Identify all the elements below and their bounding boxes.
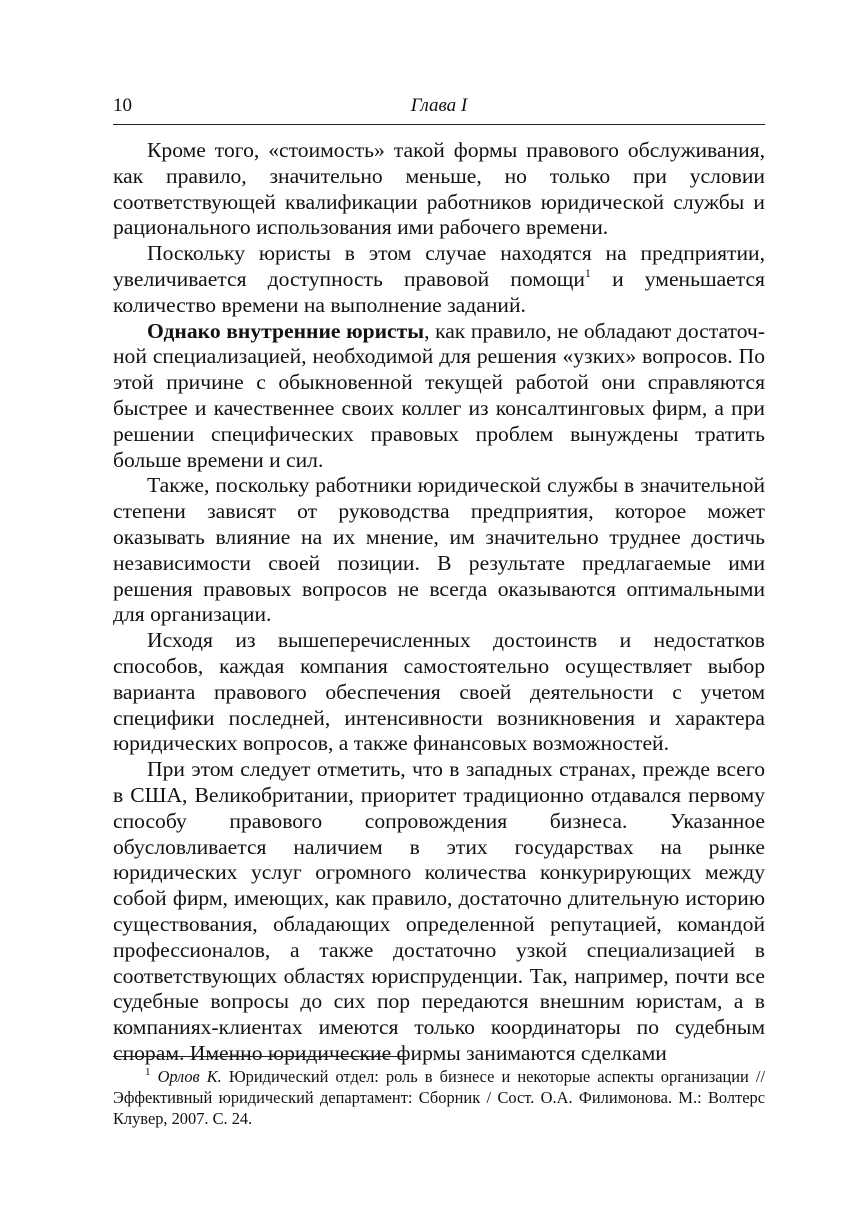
paragraph-3-bold-lead: Однако внутренние юристы (147, 318, 425, 343)
paragraph-6: При этом следует отметить, что в западных странах, прежде всего в США, Великобритании, приоритет традиционно отдавался первому способу правового сопровождения бизнеса. Указанное обусловливается наличием в этих государствах на рынке юридических услуг огромного количества конкурирующих между собой фирм, имеющих, как правило, достаточно длительную историю существования, обладающих определенной репутацией, командой профессионалов, а также достаточно узкой специализацией в соответствующих областях юриспруденции. Так, например, почти все судебные вопросы до сих пор передаются внешним юристам, а в компаниях-клиентах имеются только координаторы по судебным спорам. Именно юридические фирмы занимаются сделками (113, 757, 765, 1065)
paragraph-2 (113, 241, 765, 318)
footnote-text: Юридический отдел: роль в бизнесе и некоторые аспекты организации // Эффективный юридический департамент: Сборник / Сост. О.А. Филимонова. М.: Волтерс Клувер, 2007. С. 24. (113, 1067, 765, 1128)
footnote-marker: 1 (145, 1066, 151, 1078)
page-number: 10 (113, 95, 132, 116)
paragraph-1: Кроме того, «стоимость» такой формы правового обслуживания, как правило, значительно меньше, но только при условии соответствующей квалификации работников юридической службы и рационального использования ими рабочего времени. (113, 138, 765, 240)
chapter-title: Глава I (410, 95, 468, 116)
paragraph-3-text: , как правило, не обладают достаточной специализацией, необходимой для решения «узких» вопросов. По этой причине с обыкновенной текущей работой они справляются быстрее и качественнее своих коллег из консалтинговых фирм, а при решении специфических правовых проблем вынуждены тратить больше времени и сил. (113, 318, 765, 472)
paragraph-4: Также, поскольку работники юридической службы в значительной степени зависят от руководства предприятия, которое может оказывать влияние на их мнение, им значительно труднее достичь независимости своей позиции. В результате предлагаемые ими решения правовых вопросов не всегда оказываются оптимальными для организации. (113, 473, 765, 627)
paragraph-2-text-end: и уменьшается количество времени на выполнение заданий. (113, 266, 765, 317)
footnote-author: Орлов К. (157, 1067, 222, 1086)
footnote-reference: 1 (584, 265, 591, 280)
paragraph-2-text: Поскольку юристы в этом случае находятся на предприятии, увеличивается доступность правовой помощи (113, 241, 765, 291)
paragraph-5: Исходя из вышеперечисленных достоинств и недостатков способов, каждая компания самостоятельно осуществляет выбор варианта правового обеспечения своей деятельности с учетом специфики последней, интенсивности возникновения и характера юридических вопросов, а также финансовых возможностей. (113, 628, 765, 756)
paragraph-3 (113, 319, 765, 474)
footnote-separator (113, 1056, 406, 1057)
body-text (113, 138, 765, 1067)
footnote (113, 1066, 765, 1129)
running-header (113, 92, 765, 125)
